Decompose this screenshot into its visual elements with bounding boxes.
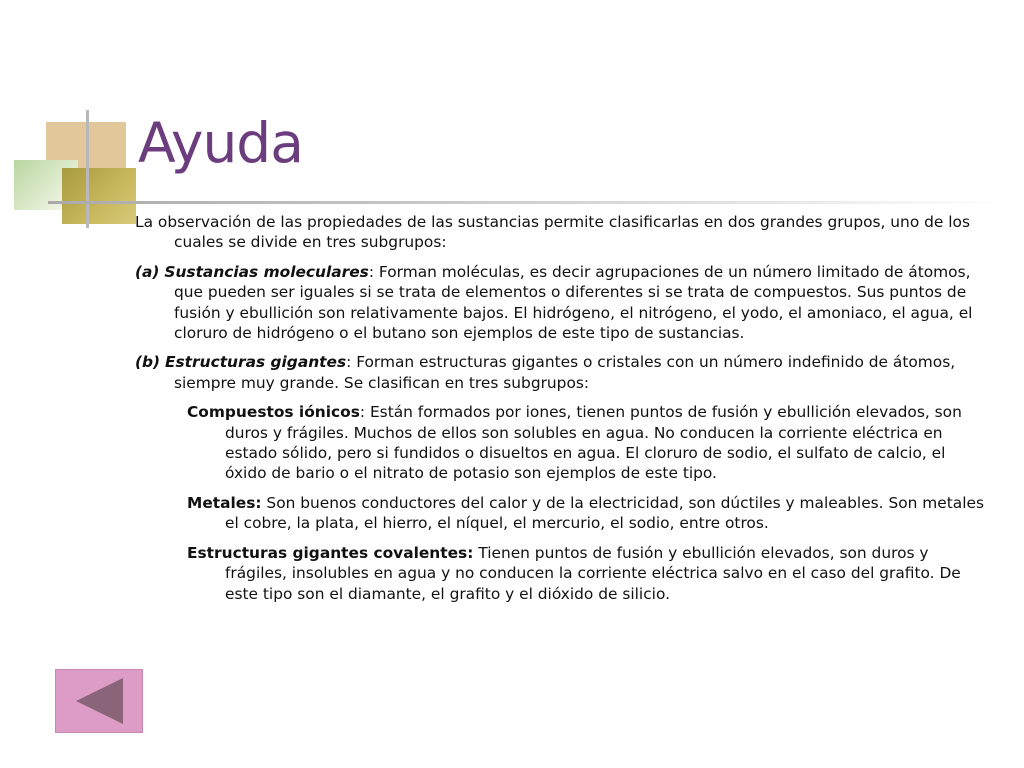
decor-square-olive <box>62 168 136 224</box>
subgroup-term: Compuestos iónicos <box>187 403 360 422</box>
subgroup-term: Metales: <box>187 493 262 512</box>
subgroup-text: : Están formados por iones, tienen puntos de fusión y ebullición elevados, son duros y frágiles. Muchos de ellos son solubles en agua. No conducen la corriente eléctrica en estado sólido, pero si fundidos o disueltos en agua. El cloruro de sodio, el sulfato de calcio, el óxido de bario o el nitrato de potasio son ejemplos de este tipo. <box>225 403 962 483</box>
subgroup-term: Estructuras gigantes covalentes: <box>187 543 474 562</box>
item-text: : Forman moléculas, es decir agrupaciones de un número limitado de átomos, que pueden ser iguales si se trata de elementos o diferentes si se trata de compuestos. Sus puntos de fusión y ebullición son relativamente bajos. El hidrógeno, el nitrógeno, el yodo, el amoniaco, el agua, el cloruro de hidrógeno o el butano son ejemplos de este tipo de sustancias. <box>174 262 973 343</box>
slide-body <box>135 212 985 613</box>
intro-paragraph: La observación de las propiedades de las sustancias permite clasificarlas en dos grandes grupos, uno de los cuales se divide en tres subgrupos: <box>135 213 970 252</box>
item-marker: (a) <box>135 262 160 281</box>
item-term: Estructuras gigantes <box>165 353 347 372</box>
item-marker: (b) <box>135 353 161 372</box>
item-text: : Forman estructuras gigantes o cristales con un número indefinido de átomos, siempre muy grande. Se clasifican en tres subgrupos: <box>174 353 956 392</box>
subgroup-metals <box>187 493 985 534</box>
subgroup-covalent <box>187 543 985 604</box>
subgroup-text: Son buenos conductores del calor y de la electricidad, son dúctiles y maleables. Son metales el cobre, la plata, el hierro, el níquel, el mercurio, el sodio, entre otros. <box>225 493 984 533</box>
decor-horizontal-line <box>48 201 1008 204</box>
item-term: Sustancias moleculares <box>164 262 369 281</box>
list-item-molecular <box>135 262 985 344</box>
triangle-left-icon <box>56 670 142 732</box>
list-item-giant-structures <box>135 352 985 393</box>
subgroup-text: Tienen puntos de fusión y ebullición elevados, son duros y frágiles, insolubles en agua y no conducen la corriente eléctrica salvo en el caso del grafito. De este tipo son el diamante, el grafito y el dióxido de silicio. <box>225 543 961 603</box>
back-button[interactable] <box>55 669 143 733</box>
slide-title: Ayuda <box>138 111 303 175</box>
subgroup-ionic <box>187 402 985 484</box>
decor-vertical-line <box>86 110 89 228</box>
